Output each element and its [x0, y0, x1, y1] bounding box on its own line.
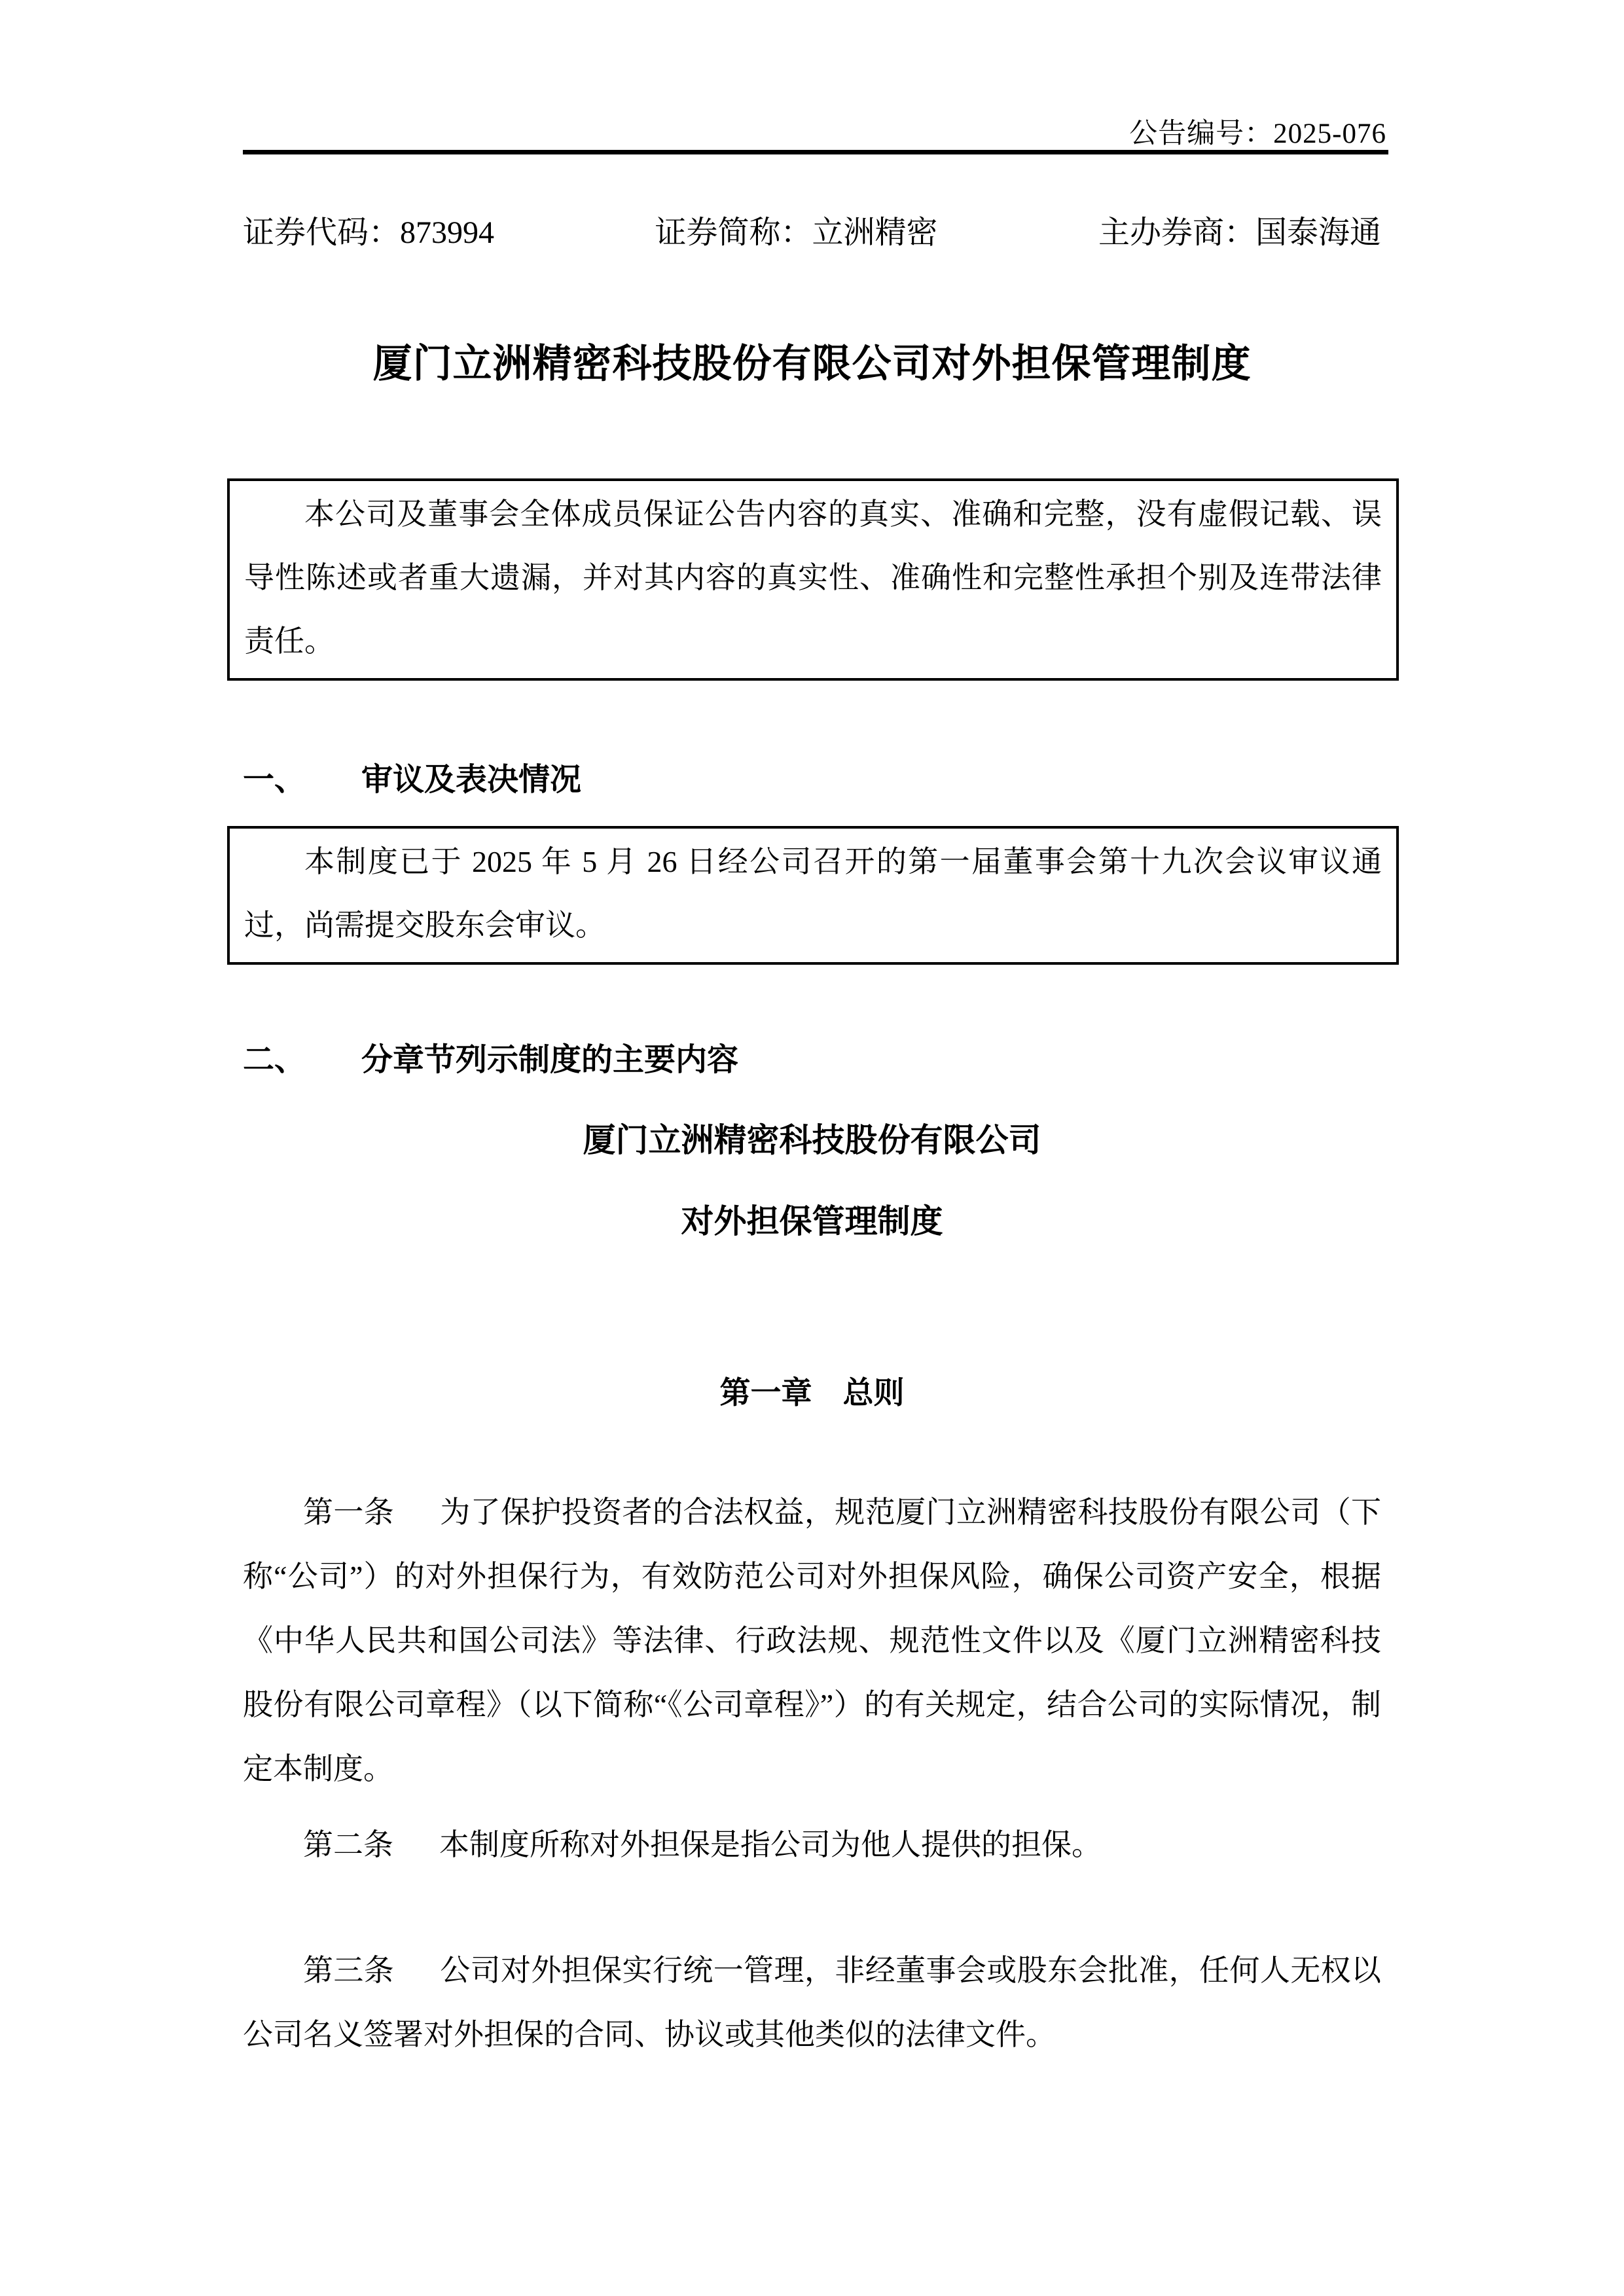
declaration-box — [227, 478, 1399, 681]
article-3-label: 第三条 — [303, 1954, 395, 1987]
section-title-1: 审议及表决情况 — [361, 762, 582, 797]
article-1-label: 第一条 — [303, 1496, 395, 1529]
section-number-1: 一、 — [243, 762, 306, 797]
review-result-box — [227, 826, 1399, 965]
article-1-text: 为了保护投资者的合法权益，规范厦门立洲精密科技股份有限公司（下称“公司”）的对外担保行为，有效防范公司对外担保风险，确保公司资产安全，根据《中华人民共和国公司法》等法律、行政法规、规范性文件以及《厦门立洲精密科技股份有限公司章程》（以下简称“《公司章程》”）的有关规定，结合公司的实际情况，制定本制度。 — [243, 1496, 1382, 1785]
article-1 — [243, 1480, 1381, 1801]
chapter-heading: 第一章 总则 — [719, 1376, 905, 1410]
review-result-text: 本制度已于 2025 年 5 月 26 日经公司召开的第一届董事会第十九次会议审议通过，尚需提交股东会审议。 — [244, 845, 1382, 942]
sponsor-broker: 主办券商：国泰海通 — [1098, 215, 1381, 250]
securities-info-row — [243, 215, 1381, 251]
securities-code: 证券代码：873994 — [243, 215, 495, 250]
section-number-2: 二、 — [243, 1043, 306, 1077]
policy-company-name: 厦门立洲精密科技股份有限公司 — [583, 1122, 1041, 1158]
declaration-text: 本公司及董事会全体成员保证公告内容的真实、准确和完整，没有虚假记载、误导性陈述或者重大遗漏，并对其内容的真实性、准确性和完整性承担个别及连带法律责任。 — [244, 497, 1382, 658]
section-heading-contents — [243, 1041, 1381, 1079]
policy-title: 对外担保管理制度 — [681, 1203, 943, 1240]
announcement-number: 公告编号：2025-076 — [1129, 118, 1386, 149]
securities-abbreviation: 证券简称：立洲精密 — [655, 215, 938, 250]
section-heading-review — [243, 761, 1381, 799]
article-3 — [243, 1939, 1381, 2067]
header-divider-rule — [243, 150, 1388, 154]
article-2-text: 本制度所称对外担保是指公司为他人提供的担保。 — [439, 1828, 1102, 1861]
section-title-2: 分章节列示制度的主要内容 — [361, 1043, 739, 1077]
article-2 — [243, 1813, 1381, 1877]
document-title: 厦门立洲精密科技股份有限公司对外担保管理制度 — [372, 342, 1252, 386]
article-2-label: 第二条 — [303, 1828, 393, 1861]
article-3-text: 公司对外担保实行统一管理，非经董事会或股东会批准，任何人无权以公司名义签署对外担保的合同、协议或其他类似的法律文件。 — [243, 1954, 1382, 2051]
